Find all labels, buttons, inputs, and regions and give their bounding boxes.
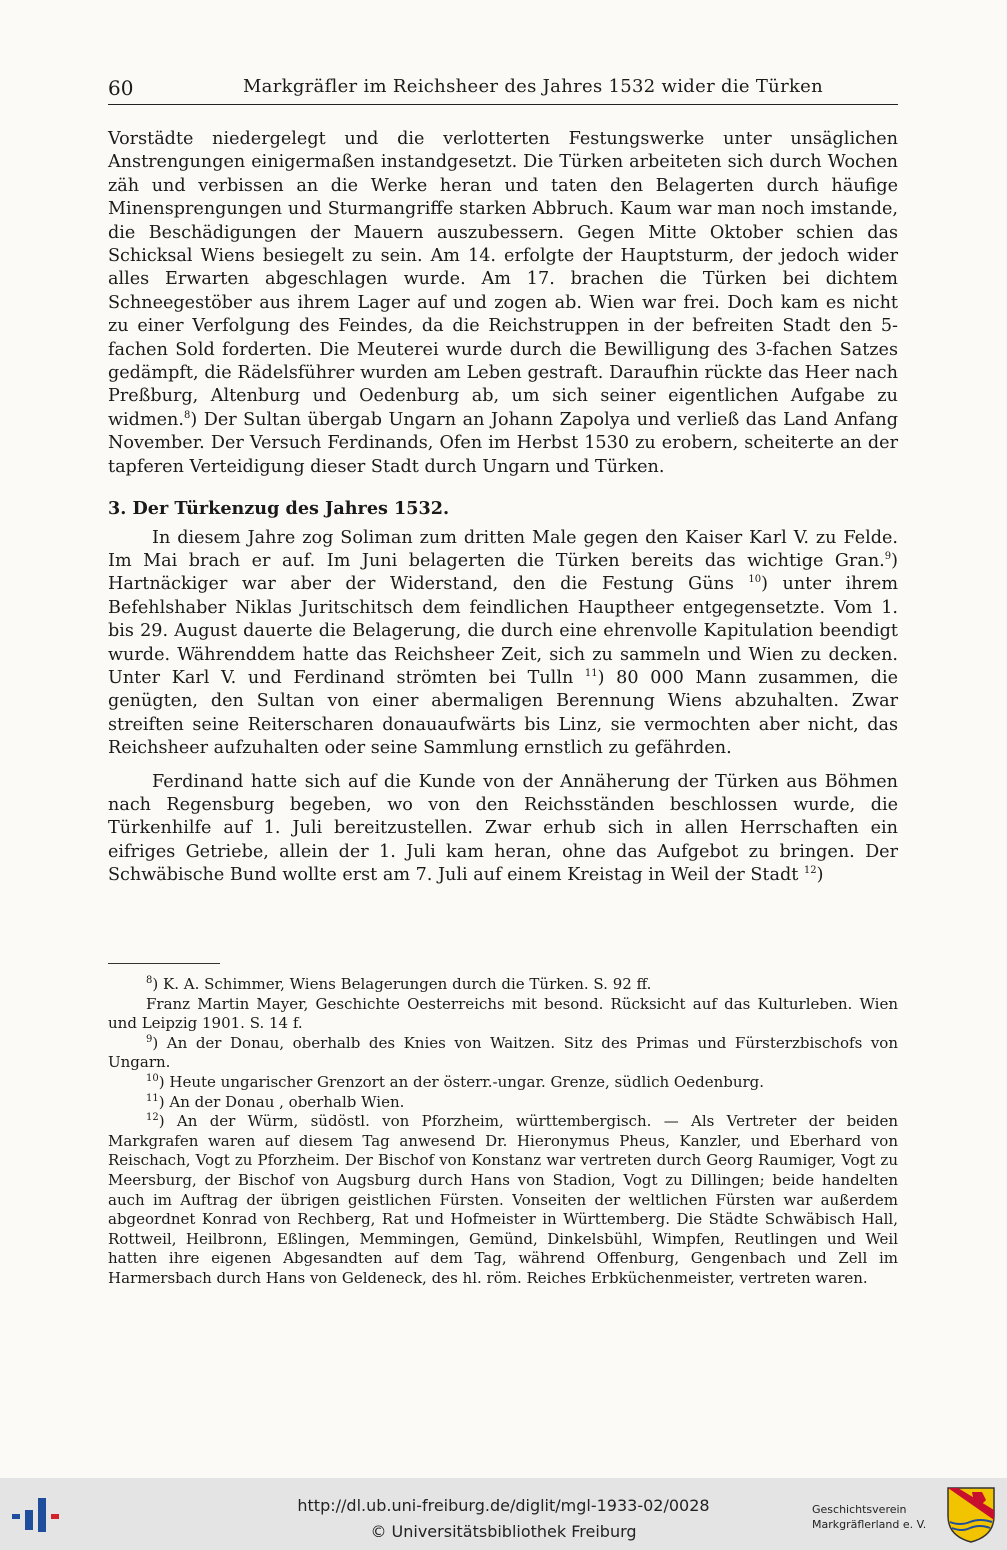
paragraph-2-text-c: unter ihrem Befehlshaber Niklas Juritschitsch dem feindlichen Hauptheer entgegensetzte. Vom 1. bis 29. August dauerte die Belagerung, die durch eine ehrenvolle Kapitulation beendigt wurde. Währenddem hatte das Reichsheer Zeit, sich zu sammeln und Wien zu decken. Unter Karl V. und Ferdinand strömten bei Tulln bbox=[108, 574, 898, 688]
footnote-ref-11[interactable]: 11 bbox=[584, 668, 598, 680]
footnote-divider bbox=[108, 963, 220, 964]
footnote-10-mark: 10 bbox=[146, 1072, 159, 1084]
footnote-ref-8[interactable]: 8 bbox=[183, 410, 191, 422]
running-title: Markgräfler im Reichsheer des Jahres 1532 wider die Türken bbox=[242, 76, 824, 97]
footnote-8-continued: Franz Martin Mayer, Geschichte Oesterreichs mit besond. Rücksicht auf das Kulturleben. Wien und Leipzig 1901. S. 14 f. bbox=[108, 994, 898, 1033]
footnote-12: $^{12}$) An der Würm, südöstl. von Pforzheim, württembergisch. — Als Vertreter der beiden Markgrafen waren auf diesem Tag anwesend Dr. Hieronymus Pheus, Kanzler, und Eberhard von Reischach, Vogt zu Pforzheim. Der Bischof von Konstanz war vertreten durch Georg Raumiger, Vogt zu Meersburg, der Bischof von Augsburg durch Hans von Stadion, Vogt zu Dillingen; beide handelten auch im Auftrag der übrigen geistlichen Fürsten. Vonseiten der weltlichen Fürsten war außerdem abgeordnet Konrad von Rechberg, Rat und Hofmeister in Württemberg. Die Städte Schwäbisch Hall, Rottweil, Heilbronn, Eßlingen, Memmingen, Gemünd, Dinkelsbühl, Wimpfen, Reutlingen und Weil hatten ihre eigenen Abgesandten auf dem Tag, während Offenburg, Gengenbach und Zell im Harmersbach durch Hans von Geldeneck, des hl. röm. Reiches Erbküchenmeister, vertreten waren. bbox=[108, 1112, 898, 1287]
page-header bbox=[108, 74, 898, 105]
footnote-8: $^8$) K. A. Schimmer, Wiens Belagerungen durch die Türken. S. 92 ff. bbox=[146, 975, 652, 993]
paragraph-1: Vorstädte niedergelegt und die verlotterten Festungswerke unter unsäglichen Anstrengungen einigermaßen instandgesetzt. Die Türken arbeiteten sich durch Wochen zäh und verbissen an die Werke heran und taten den Belagerten durch häufige Minensprengungen und Sturmangriffe starken Abbruch. Kaum war man noch imstande, die Beschädigungen der Mauern auszubessern. Gegen Mitte Oktober schien das Schicksal Wiens besiegelt zu sein. Am 14. erfolgte der Hauptsturm, der jedoch wider alles Erwarten abgeschlagen wurde. Am 17. brachen die Türken bei dichtem Schneegestöber aus ihrem Lager auf und zogen ab. Wien war frei. Doch kam es nicht zu einer Verfolgung des Feindes, da die Reichstruppen in der befreiten Stadt den 5-fachen Sold forderten. Die Meuterei wurde durch die Bewilligung des 3-fachen Satzes gedämpft, die Rädelsführer wurden am Leben gestraft. Daraufhin rückte das Heer nach Preßburg, Altenburg und Oedenburg ab, um sich seiner eigentlichen Aufgabe zu widmen.$^8$) Der Sultan übergab Ungarn an Johann Zapolya und verließ das Land Anfang November. Der Versuch Ferdinands, Ofen im Herbst 1530 zu erobern, scheiterte an der tapferen Verteidigung dieser Stadt durch Ungarn und Türken. bbox=[108, 129, 898, 477]
footnote-ref-10[interactable]: 10 bbox=[748, 574, 762, 586]
footnote-8-text: K. A. Schimmer, Wiens Belagerungen durch die Türken. S. 92 ff. bbox=[158, 975, 652, 993]
paragraph-2: In diesem Jahre zog Soliman zum dritten Male gegen den Kaiser Karl V. zu Felde. Im Mai brach er auf. Im Juni belagerten die Türken bereits das wichtige Gran.$^9$) Hartnäckiger war aber der Widerstand, den die Festung Güns $^{10}$) unter ihrem Befehlshaber Niklas Juritschitsch dem feindlichen Hauptheer entgegensetzte. Vom 1. bis 29. August dauerte die Belagerung, die durch eine ehrenvolle Kapitulation beendigt wurde. Währenddem hatte das Reichsheer Zeit, sich zu sammeln und Wien zu decken. Unter Karl V. und Ferdinand strömten bei Tulln $^{11}$) 80 000 Mann zusammen, die genügten, den Sultan von einer abermaligen Berennung Wiens abzuhalten. Zwar streiften seine Reiterscharen donauaufwärts bis Linz, sie vermochten aber nicht, das Reichsheer aufzuhalten oder seine Sammlung ernstlich zu gefährden. bbox=[108, 527, 898, 759]
footnote-8-mark: 8 bbox=[146, 975, 153, 986]
viewer-footer bbox=[0, 1478, 1007, 1550]
paragraph-3: Ferdinand hatte sich auf die Kunde von der Annäherung der Türken aus Böhmen nach Regensburg begeben, wo von den Reichsständen beschlossen wurde, die Türkenhilfe auf 1. Juli bereitzustellen. Zwar erhub sich in allen Herrschaften ein eifriges Getriebe, allein der 1. Juli kam heran, ohne das Aufgebot zu bringen. Der Schwäbische Bund wollte erst am 7. Juli auf einem Kreistag in Weil der Stadt $^{12}$) bbox=[108, 771, 898, 886]
footnote-11-mark: 11 bbox=[146, 1092, 159, 1104]
page-number: 60 bbox=[108, 76, 134, 100]
paragraph-2-text-b: Hartnäckiger war aber der Widerstand, den die Festung Güns bbox=[108, 574, 749, 595]
permalink-url[interactable]: http://dl.ub.uni-freiburg.de/diglit/mgl-1933-02/0028 bbox=[297, 1496, 710, 1515]
paragraph-2-text-a: In diesem Jahre zog Soliman zum dritten Male gegen den Kaiser Karl V. zu Felde. Im Mai brach er auf. Im Juni belagerten die Türken bereits das wichtige Gran. bbox=[108, 527, 898, 571]
copyright-notice: © Universitätsbibliothek Freiburg bbox=[370, 1522, 637, 1541]
footnote-9-text: An der Donau, oberhalb des Knies von Waitzen. Sitz des Primas und Fürsterzbischofs von Ungarn. bbox=[108, 1033, 898, 1072]
footnote-12-text: An der Würm, südöstl. von Pforzheim, württembergisch. — Als Vertreter der beiden Markgrafen waren auf diesem Tag anwesend Dr. Hieronymus Pheus, Kanzler, und Eberhard von Reischach, Vogt zu Pforzheim. Der Bischof von Konstanz war vertreten durch Georg Raumiger, Vogt zu Meersburg, der Bischof von Augsburg durch Hans von Stadion, Vogt zu Dillingen; beide handelten auch im Auftrag der übrigen geistlichen Fürsten. Vonseiten der weltlichen Fürsten war außerdem abgeordnet Konrad von Rechberg, Rat und Hofmeister in Württemberg. Die Städte Schwäbisch Hall, Rottweil, Heilbronn, Eßlingen, Memmingen, Gemünd, Dinkelsbühl, Wimpfen, Reutlingen und Weil hatten ihre eigenen Abgesandten auf dem Tag, während Offenburg, Gengenbach und Zell im Harmersbach durch Hans von Geldeneck, des hl. röm. Reiches Erbküchenmeister, vertreten waren. bbox=[108, 1112, 898, 1287]
footnote-9: $^9$) An der Donau, oberhalb des Knies von Waitzen. Sitz des Primas und Fürsterzbischofs von Ungarn. bbox=[108, 1033, 898, 1072]
footnote-ref-12[interactable]: 12 bbox=[803, 865, 817, 877]
paragraph-2-text-d: 80 000 Mann zusammen, die genügten, den Sultan von einer abermaligen Berennung Wiens abzuhalten. Zwar streiften seine Reiterscharen donauaufwärts bis Linz, sie vermochten aber nicht, das Reichsheer aufzuhalten oder seine Sammlung ernstlich zu gefährden. bbox=[108, 667, 898, 759]
paragraph-1-tail: Der Sultan übergab Ungarn an Johann Zapolya und verließ das Land Anfang November. Der Versuch Ferdinands, Ofen im Herbst 1530 zu erobern, scheiterte an der tapferen Verteidigung dieser Stadt durch Ungarn und Türken. bbox=[108, 409, 898, 477]
paragraph-3-text: Ferdinand hatte sich auf die Kunde von der Annäherung der Türken aus Böhmen nach Regensburg begeben, wo von den Reichsständen beschlossen wurde, die Türkenhilfe auf 1. Juli bereitzustellen. Zwar erhub sich in allen Herrschaften ein eifriges Getriebe, allein der 1. Juli kam heran, ohne das Aufgebot zu bringen. Der Schwäbische Bund wollte erst am 7. Juli auf einem Kreistag in Weil der Stadt bbox=[108, 771, 898, 886]
society-name-line-1: Geschichtsverein bbox=[812, 1503, 907, 1516]
footnote-ref-9[interactable]: 9 bbox=[884, 551, 892, 563]
society-name-line-2: Markgräflerland e. V. bbox=[812, 1518, 927, 1531]
section-title: 3. Der Türkenzug des Jahres 1532. bbox=[108, 498, 450, 520]
society-name bbox=[812, 1502, 942, 1532]
footnote-11-text: An der Donau , oberhalb Wien. bbox=[164, 1092, 405, 1111]
footnote-11: $^{11}$) An der Donau , oberhalb Wien. bbox=[146, 1092, 405, 1111]
body-text bbox=[108, 128, 898, 888]
society-shield-icon[interactable] bbox=[946, 1486, 996, 1544]
paragraph-1-text: Vorstädte niedergelegt und die verlotterten Festungswerke unter unsäglichen Anstrengungen einigermaßen instandgesetzt. Die Türken arbeiteten sich durch Wochen zäh und verbissen an die Werke heran und taten den Belagerten durch häufige Minensprengungen und Sturmangriffe starken Abbruch. Kaum war man noch imstande, die Beschädigungen der Mauern auszubessern. Gegen Mitte Oktober schien das Schicksal Wiens besiegelt zu sein. Am 14. erfolgte der Hauptsturm, der jedoch wider alles Erwarten abgeschlagen wurde. Am 17. brachen die Türken bei dichtem Schneegestöber aus ihrem Lager auf und zogen ab. Wien war frei. Doch kam es nicht zu einer Verfolgung des Feindes, da die Reichstruppen in der befreiten Stadt den 5-fachen Sold forderten. Die Meuterei wurde durch die Bewilligung des 3-fachen Satzes gedämpft, die Rädelsführer wurden am Leben gestraft. Daraufhin rückte das Heer nach Preßburg, Altenburg und Oedenburg ab, um sich seiner eigentlichen Aufgabe zu widmen. bbox=[108, 129, 898, 430]
footnote-9-mark: 9 bbox=[146, 1033, 153, 1045]
footnote-12-mark: 12 bbox=[146, 1112, 159, 1124]
footnotes bbox=[108, 975, 898, 1289]
footnote-10: $^{10}$) Heute ungarischer Grenzort an der österr.-ungar. Grenze, südlich Oedenburg. bbox=[146, 1072, 765, 1091]
footnote-10-text: Heute ungarischer Grenzort an der österr.-ungar. Grenze, südlich Oedenburg. bbox=[164, 1072, 765, 1091]
